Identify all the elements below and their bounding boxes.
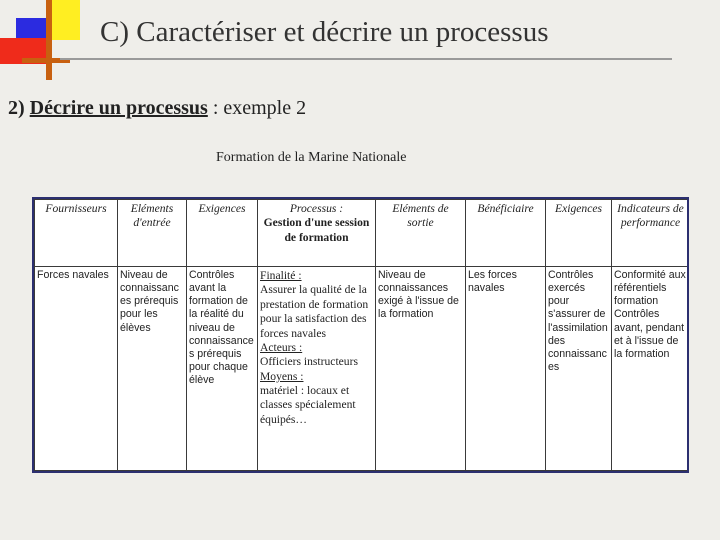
- header-elements-entree: Eléments d'entrée: [118, 200, 187, 267]
- cell-indicateurs: Conformité aux référentiels formation Contrôles avant, pendant et à l'issue de la formation: [612, 267, 690, 471]
- header-beneficiaire: Bénéficiaire: [466, 200, 546, 267]
- slide-title: C) Caractériser et décrire un processus: [100, 16, 549, 48]
- cell-processus: [258, 267, 376, 471]
- process-table: [32, 197, 689, 473]
- header-processus: [258, 200, 376, 267]
- header-indicateurs: Indicateurs de performance: [612, 200, 690, 267]
- finalite-text: Assurer la qualité de la prestation de formation pour la satisfaction des forces navales: [260, 283, 369, 340]
- cell-exigences-1: Contrôles avant la formation de la réalité du niveau de connaissances prérequis pour chaque élève: [187, 267, 258, 471]
- cell-beneficiaire: Les forces navales: [466, 267, 546, 471]
- subtitle-underlined: Décrire un processus: [29, 97, 208, 119]
- finalite-label: Finalité :: [260, 269, 302, 282]
- header-exigences-1: Exigences: [187, 200, 258, 267]
- title-rule: [60, 58, 672, 60]
- decor-vertical-bar: [46, 0, 52, 80]
- subtitle-prefix: 2): [8, 97, 30, 119]
- slide-subtitle: [8, 97, 306, 120]
- moyens-label: Moyens :: [260, 369, 304, 383]
- cell-fournisseurs: Forces navales: [35, 267, 118, 471]
- moyens-text: matériel : locaux et classes spécialement équipés…: [260, 384, 356, 426]
- cell-elements-sortie: Niveau de connaissances exigé à l'issue de la formation: [376, 267, 466, 471]
- acteurs-text: Officiers instructeurs: [260, 355, 358, 369]
- header-processus-name: Gestion d'une session de formation: [263, 216, 370, 244]
- header-elements-sortie: Eléments de sortie: [376, 200, 466, 267]
- header-processus-label: Processus :: [289, 202, 344, 215]
- cell-elements-entree: Niveau de connaissances prérequis pour les élèves: [118, 267, 187, 471]
- acteurs-label: Acteurs :: [260, 340, 303, 354]
- header-exigences-2: Exigences: [546, 200, 612, 267]
- table-header-row: [35, 200, 690, 267]
- table-caption: Formation de la Marine Nationale: [216, 150, 407, 165]
- table-row: [35, 267, 690, 471]
- cell-exigences-2: Contrôles exercés pour s'assurer de l'assimilation des connaissances: [546, 267, 612, 471]
- header-fournisseurs: Fournisseurs: [35, 200, 118, 267]
- decor-yellow-square: [50, 0, 80, 40]
- subtitle-suffix: : exemple 2: [207, 97, 307, 119]
